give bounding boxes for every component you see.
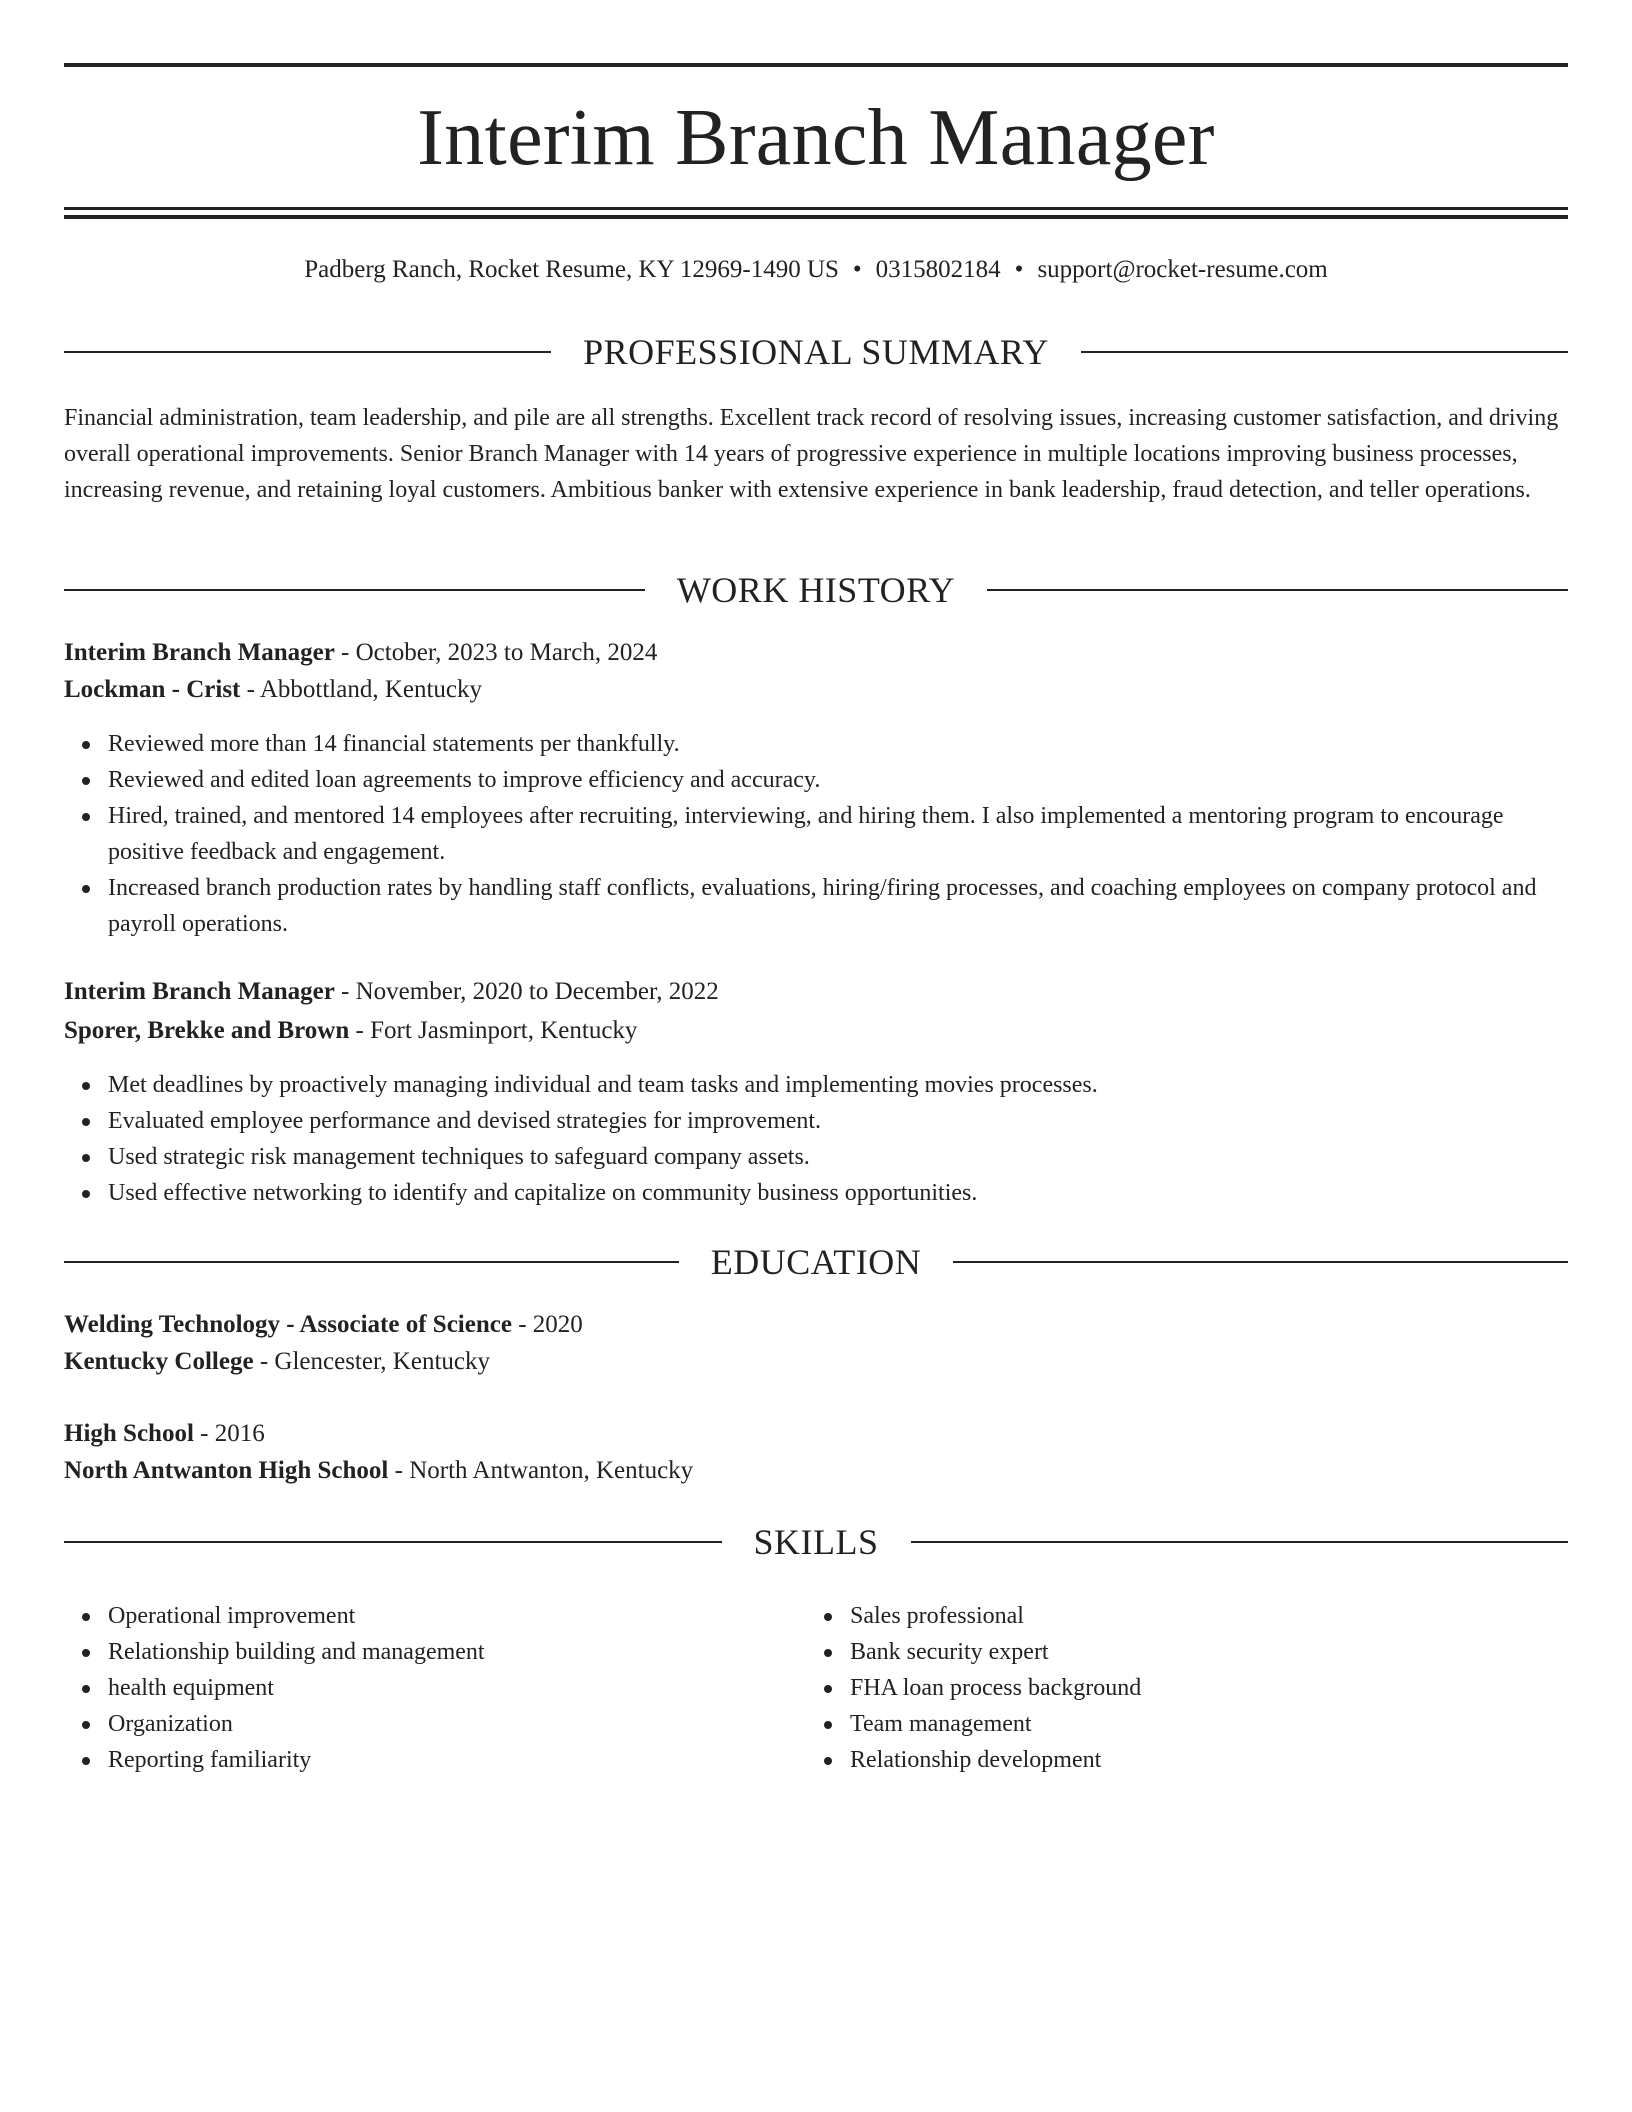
education-location: - Glencester, Kentucky (253, 1348, 490, 1375)
resume-title: Interim Branch Manager (417, 94, 1215, 182)
contact-separator: • (852, 256, 862, 283)
summary-heading: PROFESSIONAL SUMMARY (583, 332, 1049, 372)
skill-item: Sales professional (806, 1598, 1506, 1634)
job-location: - Abbottland, Kentucky (240, 676, 483, 703)
education-heading: EDUCATION (710, 1242, 922, 1282)
skill-item: Team management (806, 1706, 1506, 1742)
heading-rule (987, 589, 1568, 591)
job-location: - Fort Jasminport, Kentucky (349, 1017, 638, 1044)
education-location: - North Antwanton, Kentucky (388, 1457, 694, 1484)
heading-rule (64, 1541, 722, 1543)
list-item: Used effective networking to identify and capitalize on community business opportunities. (64, 1175, 1568, 1211)
education-degree: High School (64, 1420, 194, 1447)
list-item: Evaluated employee performance and devised strategies for improvement. (64, 1103, 1568, 1139)
skill-item: FHA loan process background (806, 1670, 1506, 1706)
education-degree-line (64, 1307, 1568, 1343)
job-title: Interim Branch Manager (64, 639, 335, 666)
contact-line (64, 253, 1568, 287)
header-bottom-rule (64, 207, 1568, 210)
job-title-line (64, 635, 1568, 671)
skill-item: health equipment (64, 1670, 764, 1706)
job-title: Interim Branch Manager (64, 978, 335, 1005)
heading-rule (1081, 351, 1568, 353)
list-item: Met deadlines by proactively managing individual and team tasks and implementing movies processes. (64, 1067, 1568, 1103)
job-dates: - October, 2023 to March, 2024 (334, 639, 658, 666)
heading-rule (911, 1541, 1569, 1543)
work-heading: WORK HISTORY (676, 570, 956, 610)
education-school-line (64, 1344, 1568, 1380)
header-bottom-rule-second (64, 215, 1568, 219)
skill-item: Relationship development (806, 1742, 1506, 1778)
heading-rule (64, 589, 645, 591)
list-item: Used strategic risk management techniques to safeguard company assets. (64, 1139, 1568, 1175)
skill-item: Organization (64, 1706, 764, 1742)
job-company: Sporer, Brekke and Brown (64, 1017, 350, 1044)
skills-section-heading (64, 1520, 1568, 1564)
work-section-heading (64, 568, 1568, 612)
skill-item: Reporting familiarity (64, 1742, 764, 1778)
heading-rule (64, 351, 551, 353)
contact-phone: 0315802184 (875, 256, 1001, 283)
skills-list-right (806, 1598, 1506, 1778)
list-item: Increased branch production rates by handling staff conflicts, evaluations, hiring/firing processes, and coaching employees on company protocol and payroll operations. (64, 870, 1568, 942)
education-school: North Antwanton High School (64, 1457, 389, 1484)
job-dates: - November, 2020 to December, 2022 (334, 978, 719, 1005)
skill-item: Bank security expert (806, 1634, 1506, 1670)
education-section-heading (64, 1240, 1568, 1284)
skill-item: Operational improvement (64, 1598, 764, 1634)
job-company-line (64, 672, 1568, 708)
education-year: - 2020 (511, 1311, 583, 1338)
job-company: Lockman - Crist (64, 676, 241, 703)
job-bullets (64, 726, 1568, 942)
education-degree: Welding Technology - Associate of Science (64, 1311, 512, 1338)
skills-heading: SKILLS (753, 1522, 879, 1562)
contact-address: Padberg Ranch, Rocket Resume, KY 12969-1490 US (304, 256, 839, 283)
contact-email: support@rocket-resume.com (1037, 256, 1328, 283)
heading-rule (64, 1261, 679, 1263)
list-item: Reviewed more than 14 financial statements per thankfully. (64, 726, 1568, 762)
job-company-line (64, 1013, 1568, 1049)
education-school: Kentucky College (64, 1348, 254, 1375)
education-year: - 2016 (193, 1420, 265, 1447)
education-school-line (64, 1453, 1568, 1489)
header-top-rule (64, 63, 1568, 67)
contact-separator: • (1014, 256, 1024, 283)
education-degree-line (64, 1416, 1568, 1452)
list-item: Hired, trained, and mentored 14 employees after recruiting, interviewing, and hiring them. I also implemented a mentoring program to encourage positive feedback and engagement. (64, 798, 1568, 870)
list-item: Reviewed and edited loan agreements to improve efficiency and accuracy. (64, 762, 1568, 798)
job-bullets (64, 1067, 1568, 1211)
summary-text: Financial administration, team leadership, and pile are all strengths. Excellent track record of resolving issues, increasing customer satisfaction, and driving overall operational improvements. Senior Branch Manager with 14 years of progressive experience in multiple locations improving business processes, increasing revenue, and retaining loyal customers. Ambitious banker with extensive experience in bank leadership, fraud detection, and teller operations. (64, 405, 1559, 503)
skill-item: Relationship building and management (64, 1634, 764, 1670)
skills-list-left (64, 1598, 764, 1778)
heading-rule (953, 1261, 1568, 1263)
job-title-line (64, 974, 1568, 1010)
summary-section-heading (64, 330, 1568, 374)
